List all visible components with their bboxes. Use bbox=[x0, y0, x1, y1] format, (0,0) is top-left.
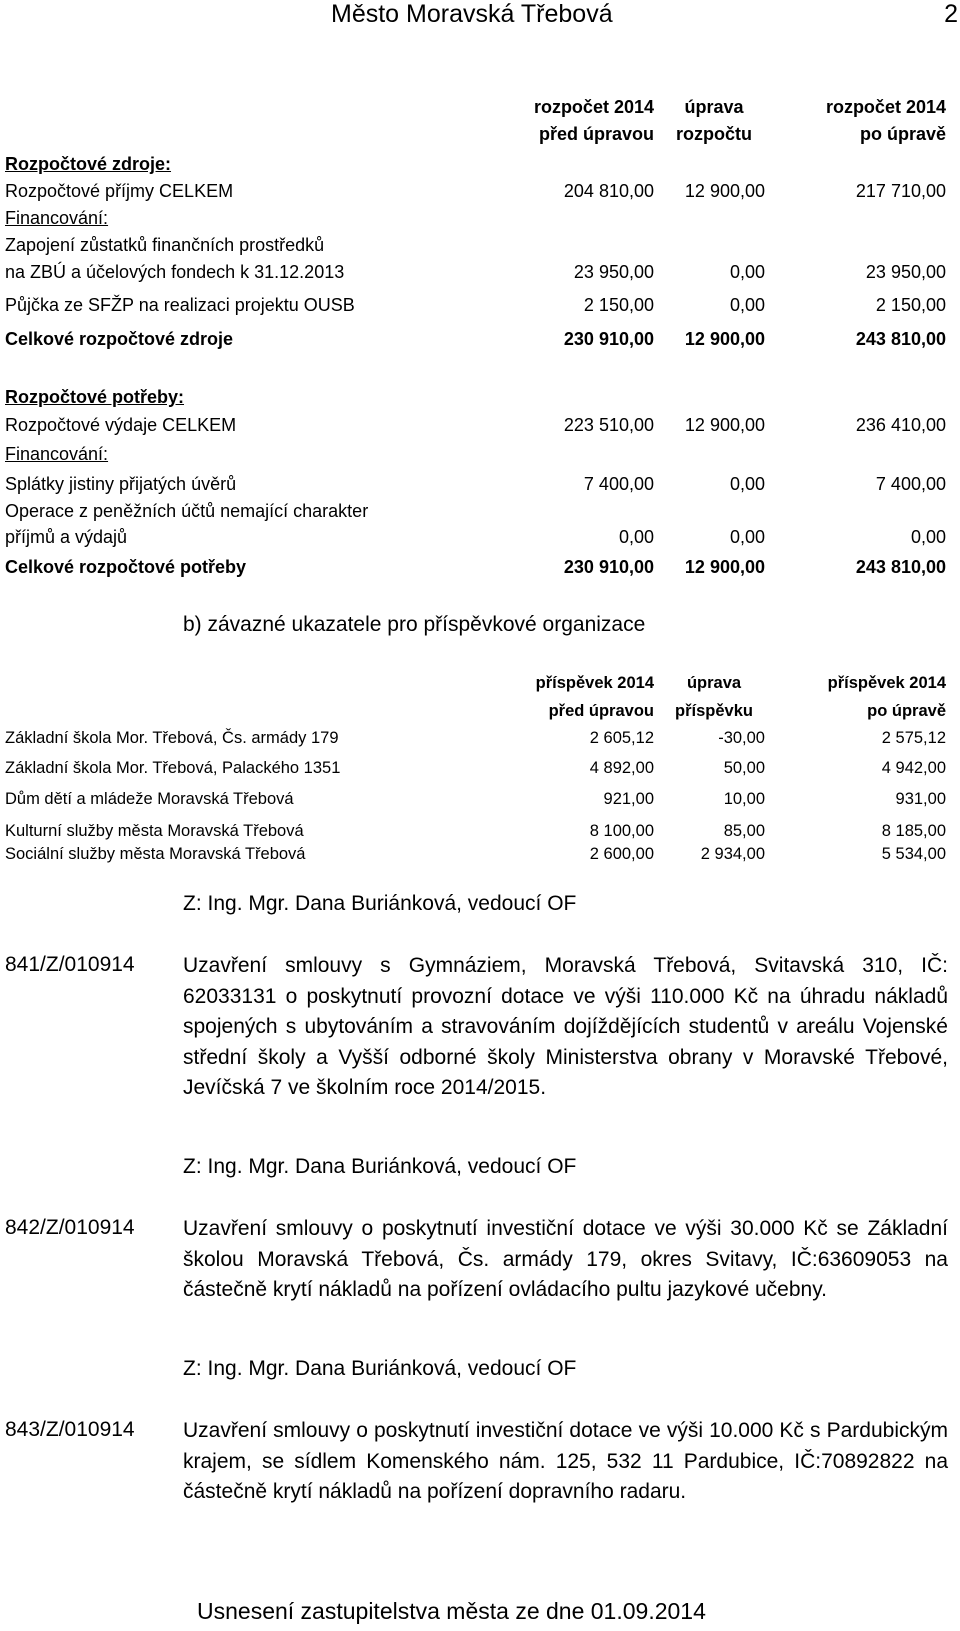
value-change: 0,00 bbox=[729, 262, 765, 282]
resolution-text: Uzavření smlouvy o poskytnutí investiční dotace ve výši 10.000 Kč s Pardubickým krajem, se sídlem Komenského nám. 125, 532 11 Pardubice, IČ:70892822 na částečně krytí nákladů na pořízení dopravního radaru. bbox=[183, 1419, 948, 1503]
financing-label: Financování: bbox=[5, 444, 109, 464]
value-change: 0,00 bbox=[729, 474, 765, 494]
row-label: Zapojení zůstatků finančních prostředků bbox=[5, 235, 325, 255]
financing-label: Financování: bbox=[5, 208, 109, 228]
value-change: 10,00 bbox=[723, 790, 765, 808]
resolution-number: 841/Z/010914 bbox=[5, 953, 135, 976]
col-header-budget-before: rozpočet 2014 před úpravou bbox=[533, 97, 654, 144]
row-label: Operace z peněžních účtů nemající charakter bbox=[5, 501, 369, 521]
responsible-person: Z: Ing. Mgr. Dana Buriánková, vedoucí OF bbox=[183, 892, 577, 915]
needs-heading: Rozpočtové potřeby: bbox=[5, 387, 185, 407]
value-after: 217 710,00 bbox=[855, 181, 946, 201]
row-label: Základní škola Mor. Třebová, Čs. armády 179 bbox=[5, 729, 339, 747]
value-before: 2 150,00 bbox=[583, 295, 654, 315]
value-after: 23 950,00 bbox=[865, 262, 946, 282]
resolution-number: 842/Z/010914 bbox=[5, 1216, 135, 1239]
value-after: 243 810,00 bbox=[855, 329, 946, 349]
value-before: 4 892,00 bbox=[589, 759, 654, 777]
row-label: Rozpočtové příjmy CELKEM bbox=[5, 181, 234, 201]
row-label: Splátky jistiny přijatých úvěrů bbox=[5, 474, 237, 494]
col-header-contrib-before: příspěvek 2014 před úpravou bbox=[535, 674, 654, 720]
resolution-text: Uzavření smlouvy s Gymnáziem, Moravská Třebová, Svitavská 310, IČ: 62033131 o poskytnutí provozní dotace ve výši 110.000 Kč na úhradu nákladů spojených s ubytováním a stravováním dojíždějících studentů v areálu Vojenské střední školy a Vyšší odborné školy Ministerstva obrany v Moravské Třebové, Jevíčská 7 ve školním roce 2014/2015. bbox=[183, 954, 948, 1099]
value-before: 2 600,00 bbox=[589, 845, 654, 863]
page-number: 2 bbox=[944, 0, 958, 28]
responsible-person: Z: Ing. Mgr. Dana Buriánková, vedoucí OF bbox=[183, 1155, 577, 1178]
value-change: 12 900,00 bbox=[684, 557, 765, 577]
value-before: 230 910,00 bbox=[563, 557, 654, 577]
col-header-contrib-after: příspěvek 2014 po úpravě bbox=[827, 674, 946, 720]
value-change: 0,00 bbox=[729, 527, 765, 547]
contributions-heading: b) závazné ukazatele pro příspěvkové organizace bbox=[183, 613, 646, 636]
page-footer: Usnesení zastupitelstva města ze dne 01.09.2014 bbox=[197, 1598, 706, 1624]
value-before: 0,00 bbox=[618, 527, 654, 547]
value-change: 50,00 bbox=[723, 759, 765, 777]
row-label: Celkové rozpočtové potřeby bbox=[5, 557, 247, 577]
value-change: 12 900,00 bbox=[684, 181, 765, 201]
page-header-title: Město Moravská Třebová bbox=[331, 0, 613, 28]
value-change: 0,00 bbox=[729, 295, 765, 315]
value-after: 5 534,00 bbox=[881, 845, 946, 863]
responsible-person: Z: Ing. Mgr. Dana Buriánková, vedoucí OF bbox=[183, 1357, 577, 1380]
row-label: Rozpočtové výdaje CELKEM bbox=[5, 415, 237, 435]
row-label: Celkové rozpočtové zdroje bbox=[5, 329, 234, 349]
col-header-budget-change: úprava rozpočtu bbox=[676, 97, 752, 144]
value-change: 12 900,00 bbox=[684, 329, 765, 349]
row-label: Základní škola Mor. Třebová, Palackého 1351 bbox=[5, 759, 341, 777]
row-label: Půjčka ze SFŽP na realizaci projektu OUSB bbox=[5, 295, 355, 315]
value-after: 236 410,00 bbox=[855, 415, 946, 435]
value-change: -30,00 bbox=[718, 729, 765, 747]
value-change: 2 934,00 bbox=[700, 845, 765, 863]
value-after: 2 150,00 bbox=[875, 295, 946, 315]
value-before: 230 910,00 bbox=[563, 329, 654, 349]
value-after: 931,00 bbox=[895, 790, 946, 808]
value-after: 7 400,00 bbox=[875, 474, 946, 494]
row-label: Dům dětí a mládeže Moravská Třebová bbox=[5, 790, 294, 808]
value-before: 8 100,00 bbox=[589, 822, 654, 840]
value-after: 8 185,00 bbox=[881, 822, 946, 840]
value-after: 4 942,00 bbox=[881, 759, 946, 777]
resolution-number: 843/Z/010914 bbox=[5, 1418, 135, 1441]
resolution-text: Uzavření smlouvy o poskytnutí investiční dotace ve výši 30.000 Kč se Základní školou Moravská Třebová, Čs. armády 179, okres Svitavy, IČ:63609053 na částečně krytí nákladů na pořízení ovládacího pultu jazykové učebny. bbox=[183, 1217, 948, 1301]
value-before: 23 950,00 bbox=[573, 262, 654, 282]
row-label: Sociální služby města Moravská Třebová bbox=[5, 845, 306, 863]
value-change: 85,00 bbox=[723, 822, 765, 840]
value-before: 223 510,00 bbox=[563, 415, 654, 435]
sources-heading: Rozpočtové zdroje: bbox=[5, 154, 172, 174]
row-label: příjmů a výdajů bbox=[5, 527, 128, 547]
value-change: 12 900,00 bbox=[684, 415, 765, 435]
value-after: 2 575,12 bbox=[881, 729, 946, 747]
value-before: 2 605,12 bbox=[589, 729, 654, 747]
value-after: 0,00 bbox=[910, 527, 946, 547]
value-before: 921,00 bbox=[603, 790, 654, 808]
row-label: Kulturní služby města Moravská Třebová bbox=[5, 822, 304, 840]
value-before: 7 400,00 bbox=[583, 474, 654, 494]
row-label: na ZBÚ a účelových fondech k 31.12.2013 bbox=[5, 262, 345, 282]
col-header-contrib-change: úprava příspěvku bbox=[675, 674, 753, 720]
col-header-budget-after: rozpočet 2014 po úpravě bbox=[825, 97, 946, 144]
value-after: 243 810,00 bbox=[855, 557, 946, 577]
value-before: 204 810,00 bbox=[563, 181, 654, 201]
